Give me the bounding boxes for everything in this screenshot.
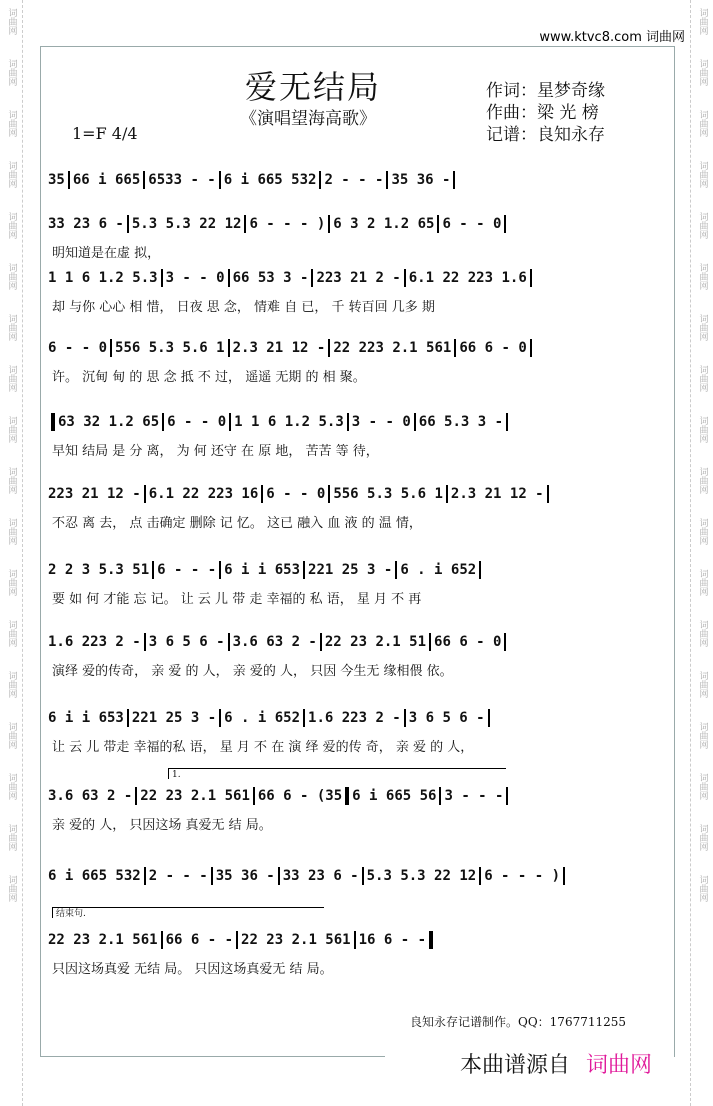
measure: 6 - - - xyxy=(157,562,217,578)
lyric-line: 早知 结局 是 分 离， 为 何 还守 在 原 地， 苦苦 等 待， xyxy=(52,444,379,459)
barline xyxy=(563,867,565,885)
measure: 6 i i 653 xyxy=(224,562,301,578)
notation-row xyxy=(48,268,663,288)
measure: 33 23 6 - xyxy=(48,216,124,232)
measure: 223 21 2 - xyxy=(316,270,401,286)
source-brand[interactable]: 词曲网 xyxy=(586,1053,653,1078)
measure: 2 2 3 5.3 51 xyxy=(48,562,150,578)
watermark-text: 词曲网 xyxy=(6,110,17,137)
notation-row xyxy=(48,560,663,580)
song-title: 爱无结局 xyxy=(245,68,382,106)
lyric-line: 只因这场真爱 无结 局。 只因这场真爱无 结 局。 xyxy=(52,962,333,977)
watermark-text: 词曲网 xyxy=(697,314,708,341)
lyric-line: 演绎 爱的传奇， 亲 爱 的 人， 亲 爱的 人， 只因 今生无 缘相偎 依。 xyxy=(52,664,453,679)
watermark-text: 词曲网 xyxy=(6,518,17,545)
measure: 556 5.3 5.6 1 xyxy=(333,486,443,502)
barline xyxy=(278,867,280,885)
measure: 6 - - 0 xyxy=(167,414,227,430)
measure: 5.3 5.3 22 12 xyxy=(131,216,242,232)
barline xyxy=(488,709,490,727)
notation-row xyxy=(48,170,663,190)
measure: 3 - - 0 xyxy=(165,270,225,286)
notation-row xyxy=(48,930,663,950)
measure: 6.1 22 223 16 xyxy=(148,486,259,502)
transcriber: 记谱：良知永存 xyxy=(486,125,605,145)
barline xyxy=(127,709,129,727)
measure: 6 - - 0 xyxy=(266,486,326,502)
barline xyxy=(143,171,145,189)
measure: 66 i 665 xyxy=(72,172,141,188)
watermark-text: 词曲网 xyxy=(697,569,708,596)
measure: 6 - - - ) xyxy=(249,216,326,232)
measure: 6 . i 652 xyxy=(400,562,477,578)
barline xyxy=(320,633,322,651)
watermark-text: 词曲网 xyxy=(6,161,17,188)
watermark-text: 词曲网 xyxy=(697,8,708,35)
measure: 3.6 63 2 - xyxy=(48,788,133,804)
barline xyxy=(429,633,431,651)
barline xyxy=(228,633,230,651)
barline xyxy=(328,339,330,357)
volta-bracket xyxy=(168,768,506,779)
source-banner xyxy=(460,1048,652,1079)
barline xyxy=(504,633,506,651)
barline xyxy=(479,867,481,885)
ending-bracket xyxy=(52,907,324,918)
measure: 6 3 2 1.2 65 xyxy=(333,216,435,232)
barline xyxy=(454,339,456,357)
measure: 1.6 223 2 - xyxy=(48,634,141,650)
measure: 66 6 - (35 xyxy=(257,788,343,804)
barline xyxy=(453,171,455,189)
watermark-text: 词曲网 xyxy=(697,824,708,851)
measure: 66 6 - 0 xyxy=(434,634,502,650)
barline xyxy=(261,485,263,503)
measure: 221 25 3 - xyxy=(308,562,393,578)
measure: 6 i 665 532 xyxy=(48,868,141,884)
barline xyxy=(244,215,246,233)
measure: 35 xyxy=(48,172,65,188)
watermark-text: 词曲网 xyxy=(6,569,17,596)
measure: 6 i 665 532 xyxy=(223,172,317,188)
measure: 3 6 5 6 - xyxy=(148,634,225,650)
barline xyxy=(211,867,213,885)
watermark-text: 词曲网 xyxy=(6,365,17,392)
barline xyxy=(228,269,230,287)
watermark-text: 词曲网 xyxy=(6,212,17,239)
measure: 556 5.3 5.6 1 xyxy=(115,340,225,356)
measure: 33 23 6 - xyxy=(282,868,359,884)
song-subtitle: 《演唱望海高歌》 xyxy=(240,109,376,129)
barline xyxy=(311,269,313,287)
watermark-text: 词曲网 xyxy=(697,365,708,392)
barline xyxy=(229,413,231,431)
barline xyxy=(354,931,356,949)
measure: 3.6 63 2 - xyxy=(232,634,317,650)
volta-label: 1. xyxy=(172,770,181,780)
watermark-text: 词曲网 xyxy=(6,722,17,749)
barline xyxy=(530,269,532,287)
measure: 6 i i 653 xyxy=(48,710,124,726)
watermark-text: 词曲网 xyxy=(697,263,708,290)
watermark-text: 词曲网 xyxy=(6,824,17,851)
watermark-text: 词曲网 xyxy=(6,416,17,443)
measure: 2 - - - xyxy=(324,172,384,188)
barline xyxy=(414,413,416,431)
watermark-text: 词曲网 xyxy=(697,875,708,902)
measure: 2.3 21 12 - xyxy=(450,486,544,502)
barline xyxy=(161,931,163,949)
watermark-text: 词曲网 xyxy=(697,161,708,188)
notation-row xyxy=(48,338,663,358)
barline xyxy=(144,633,146,651)
measure: 3 6 5 6 - xyxy=(408,710,485,726)
barline xyxy=(439,787,441,805)
measure: 63 32 1.2 65 xyxy=(58,414,160,430)
barline xyxy=(144,485,146,503)
measure: 6533 - - xyxy=(148,172,216,188)
watermark-text: 词曲网 xyxy=(697,467,708,494)
measure: 22 23 2.1 561 xyxy=(241,932,351,948)
watermark-text: 词曲网 xyxy=(697,773,708,800)
measure: 1 1 6 1.2 5.3 xyxy=(48,270,158,286)
lyric-line: 不忍 离 去， 点 击确定 删除 记 忆。 这已 融入 血 液 的 温 情， xyxy=(52,516,422,531)
measure: 6 . i 652 xyxy=(224,710,301,726)
measure: 16 6 - - xyxy=(358,932,427,948)
barline xyxy=(219,561,221,579)
notation-row xyxy=(48,708,663,728)
barline xyxy=(437,215,439,233)
measure: 6 - - - ) xyxy=(484,868,561,884)
barline xyxy=(152,561,154,579)
watermark-text: 词曲网 xyxy=(697,518,708,545)
measure: 1.6 223 2 - xyxy=(308,710,401,726)
barline xyxy=(530,339,532,357)
measure: 22 23 2.1 561 xyxy=(48,932,158,948)
barline xyxy=(319,171,321,189)
watermark-text: 词曲网 xyxy=(697,59,708,86)
notation-row xyxy=(48,632,663,652)
measure: 6 i 665 56 xyxy=(352,788,437,804)
barline xyxy=(395,561,397,579)
measure: 66 6 - 0 xyxy=(459,340,527,356)
measure: 6 - - 0 xyxy=(442,216,502,232)
measure: 35 36 - xyxy=(215,868,275,884)
barline xyxy=(253,787,255,805)
lyric-line: 许。 沉甸 甸 的 思 念 抵 不 过， 遥遥 无期 的 相 聚。 xyxy=(52,370,366,385)
transcriber-note: 良知永存记谱制作。QQ：1767711255 xyxy=(410,1015,627,1029)
barline xyxy=(328,215,330,233)
measure: 22 23 2.1 561 xyxy=(140,788,250,804)
barline xyxy=(236,931,238,949)
watermark-text: 词曲网 xyxy=(6,671,17,698)
barline xyxy=(479,561,481,579)
watermark-text: 词曲网 xyxy=(6,773,17,800)
score-frame xyxy=(40,46,675,1057)
measure: 1 1 6 1.2 5.3 xyxy=(234,414,344,430)
measure: 66 5.3 3 - xyxy=(418,414,504,430)
right-watermark-strip xyxy=(690,0,713,1106)
barline xyxy=(110,339,112,357)
barline xyxy=(219,171,221,189)
left-watermark-strip xyxy=(0,0,23,1106)
composer: 作曲：梁 光 榜 xyxy=(486,103,599,123)
lyric-line: 却 与你 心心 相 惜， 日夜 思 念， 情难 自 已， 千 转百回 几多 期 xyxy=(52,300,435,315)
measure: 66 53 3 - xyxy=(232,270,309,286)
barline xyxy=(219,709,221,727)
barline xyxy=(51,413,55,431)
lyric-line: 亲 爱的 人， 只因这场 真爱无 结 局。 xyxy=(52,818,272,833)
measure: 5.3 5.3 22 12 xyxy=(366,868,477,884)
barline xyxy=(303,709,305,727)
barline xyxy=(162,413,164,431)
lyricist: 作词：星梦奇缘 xyxy=(486,81,605,101)
measure: 2 - - - xyxy=(148,868,208,884)
barline xyxy=(504,215,506,233)
barline xyxy=(345,787,349,805)
ending-label: 结束句. xyxy=(56,909,86,919)
barline xyxy=(228,339,230,357)
notation-row xyxy=(48,214,663,234)
measure: 3 - - - xyxy=(444,788,504,804)
notation-row xyxy=(48,866,663,886)
lyric-line: 明知道是在虚 拟， xyxy=(52,246,161,261)
barline xyxy=(386,171,388,189)
notation-row xyxy=(48,786,663,806)
watermark-text: 词曲网 xyxy=(6,314,17,341)
barline xyxy=(347,413,349,431)
watermark-text: 词曲网 xyxy=(697,110,708,137)
watermark-text: 词曲网 xyxy=(6,875,17,902)
watermark-text: 词曲网 xyxy=(6,467,17,494)
notation-row xyxy=(48,412,663,432)
watermark-text: 词曲网 xyxy=(697,212,708,239)
measure: 223 21 12 - xyxy=(48,486,141,502)
measure: 3 - - 0 xyxy=(351,414,411,430)
notation-row xyxy=(48,484,663,504)
barline xyxy=(68,171,70,189)
measure: 35 36 - xyxy=(391,172,451,188)
measure: 22 23 2.1 51 xyxy=(324,634,427,650)
barline xyxy=(506,787,508,805)
barline xyxy=(362,867,364,885)
barline xyxy=(127,215,129,233)
barline xyxy=(429,931,433,949)
measure: 66 6 - - xyxy=(165,932,234,948)
watermark-text: 词曲网 xyxy=(697,671,708,698)
barline xyxy=(446,485,448,503)
barline xyxy=(144,867,146,885)
credits xyxy=(486,80,605,146)
lyric-line: 要 如 何 才能 忘 记。 让 云 儿 带 走 幸福的 私 语， 星 月 不 再 xyxy=(52,592,422,607)
lyric-line: 让 云 儿 带走 幸福的私 语， 星 月 不 在 演 绎 爱的传 奇， 亲 爱 的 人， xyxy=(52,740,474,755)
barline xyxy=(404,709,406,727)
watermark-text: 词曲网 xyxy=(6,59,17,86)
score-frame-bottom xyxy=(40,1056,385,1057)
watermark-text: 词曲网 xyxy=(697,722,708,749)
barline xyxy=(547,485,549,503)
measure: 22 223 2.1 561 xyxy=(333,340,452,356)
measure: 6.1 22 223 1.6 xyxy=(408,270,527,286)
barline xyxy=(135,787,137,805)
barline xyxy=(328,485,330,503)
barline xyxy=(404,269,406,287)
site-url[interactable]: www.ktvc8.com 词曲网 xyxy=(539,30,685,45)
key-signature: 1=F 4/4 xyxy=(72,124,138,143)
barline xyxy=(303,561,305,579)
barline xyxy=(161,269,163,287)
measure: 2.3 21 12 - xyxy=(232,340,326,356)
source-prefix: 本曲谱源自 xyxy=(460,1053,571,1078)
watermark-text: 词曲网 xyxy=(697,620,708,647)
watermark-text: 词曲网 xyxy=(697,416,708,443)
watermark-text: 词曲网 xyxy=(6,8,17,35)
watermark-text: 词曲网 xyxy=(6,620,17,647)
barline xyxy=(506,413,508,431)
watermark-text: 词曲网 xyxy=(6,263,17,290)
measure: 6 - - 0 xyxy=(48,340,108,356)
measure: 221 25 3 - xyxy=(131,710,217,726)
